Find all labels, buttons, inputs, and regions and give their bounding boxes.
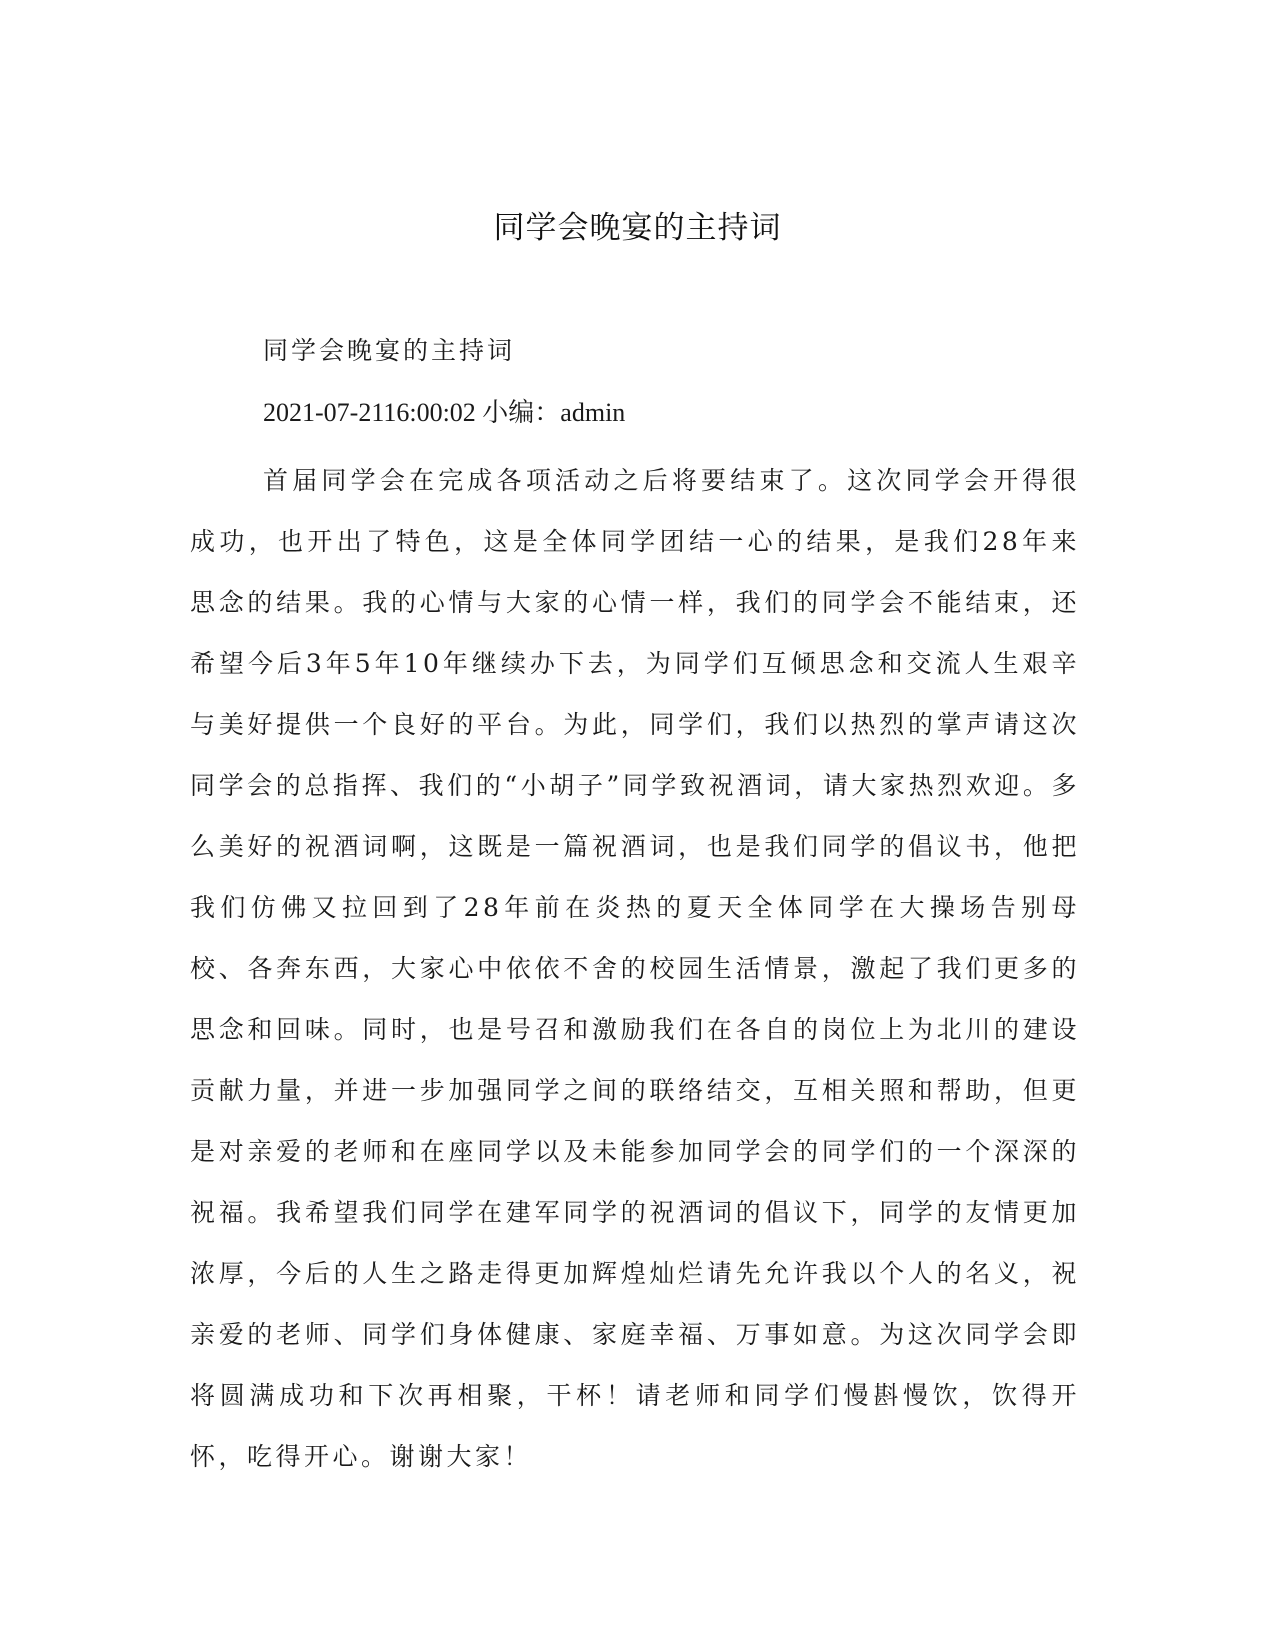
document-subtitle: 同学会晚宴的主持词: [263, 336, 516, 365]
document-title: 同学会晚宴的主持词: [493, 210, 782, 246]
body-paragraph: 首届同学会在完成各项活动之后将要结束了。这次同学会开得很成功，也开出了特色，这是全体同学团结一心的结果，是我们28年来思念的结果。我的心情与大家的心情一样，我们的同学会不能结束，还希望今后3年5年10年继续办下去，为同学们互倾思念和交流人生艰辛与美好提供一个良好的平台。为此，同学们，我们以热烈的掌声请这次同学会的总指挥、我们的“小胡子”同学致祝酒词，请大家热烈欢迎。多么美好的祝酒词啊，这既是一篇祝酒词，也是我们同学的倡议书，他把我们仿佛又拉回到了28年前在炎热的夏天全体同学在大操场告别母校、各奔东西，大家心中依依不舍的校园生活情景，激起了我们更多的思念和回味。同时，也是号召和激励我们在各自的岗位上为北川的建设贡献力量，并进一步加强同学之间的联络结交，互相关照和帮助，但更是对亲爱的老师和在座同学以及未能参加同学会的同学们的一个深深的祝福。我希望我们同学在建军同学的祝酒词的倡议下，同学的友情更加浓厚，今后的人生之路走得更加辉煌灿烂请先允许我以个人的名义，祝亲爱的老师、同学们身体健康、家庭幸福、万事如意。为这次同学会即将圆满成功和下次再相聚，干杯！请老师和同学们慢斟慢饮，饮得开怀，吃得开心。谢谢大家！: [190, 466, 1080, 1471]
publish-meta: 2021-07-2116:00:02 小编：admin: [263, 398, 626, 427]
